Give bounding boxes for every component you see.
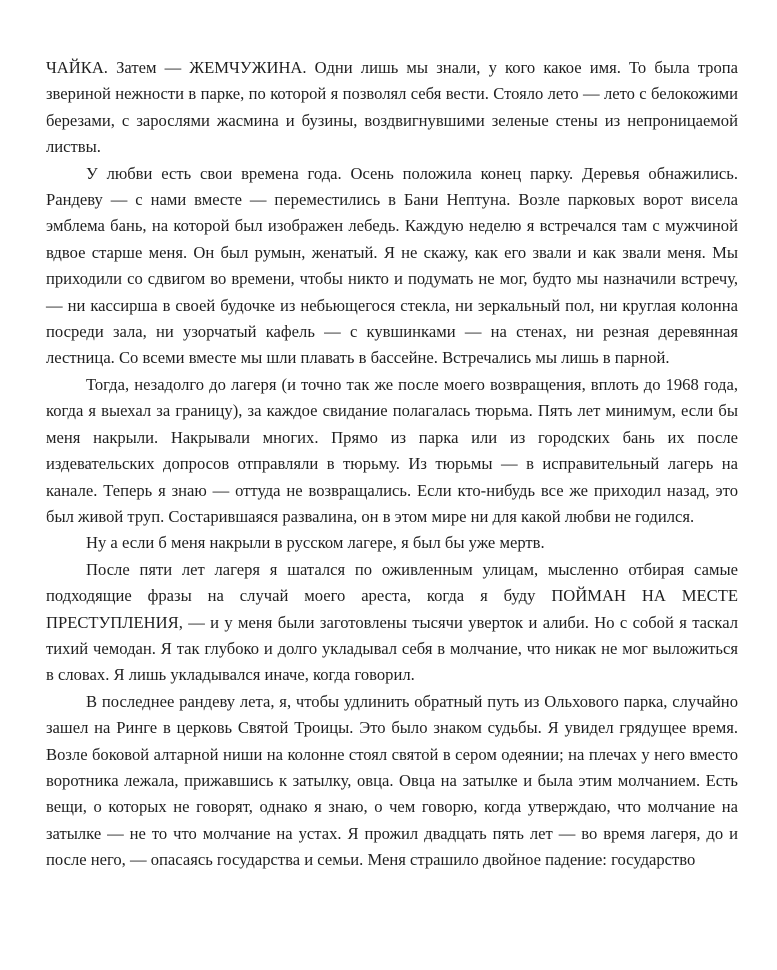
paragraph-trinity-church: В последнее рандеву лета, я, чтобы удлинить обратный путь из Ольхового парка, случайно зашел на Ринге в церковь Святой Троицы. Это было знаком судьбы. Я увидел грядущее время. Возле боковой алтарной ниши на колонне стоял святой в сером одеянии; на плечах у него вместо воротника лежала, прижавшись к затылку, овца. Овца на затылке и была этим молчанием. Есть вещи, о которых не говорят, однако я знаю, о чем говорю, когда утверждаю, что молчание на затылке — не то что молчание на устах. Я прожил двадцать пять лет — во время лагеря, до и после него, — опасаясь государства и семьи. Меня страшило двойное падение: государство — [46, 691, 738, 870]
paragraph-seasons-of-love: У любви есть свои времена года. Осень положила конец парку. Деревья обнажились. Рандеву — с нами вместе — переместились в Бани Нептуна. Возле парковых ворот висела эмблема бань, на которой был изображен лебедь. Каждую неделю я встречался там с мужчиной вдвое старше меня. Он был румын, женатый. Я не скажу, как его звали и как звали меня. Мы приходили со сдвигом во времени, чтобы никто и подумать не мог, будто мы назначили встречу, — ни кассирша в своей будочке из небьющегося стекла, ни зеркальный пол, ни круглая колонна посреди зала, ни узорчатый кафель — с кувшинками — на стенах, ни резная деревянная лестница. Со всеми вместе мы шли плавать в бассейне. Встречались мы лишь в парной. — [46, 163, 738, 368]
paragraph-chaika: ЧАЙКА. Затем — ЖЕМЧУЖИНА. Одни лишь мы знали, у кого какое имя. То была тропа звериной нежности в парке, по которой я позволял себя вести. Стояло лето — лето с белокожими березами, с зарослями жасмина и бузины, воздвигнувшими зеленые стены из непроницаемой листвы. — [46, 58, 738, 157]
document-page — [46, 55, 738, 874]
paragraph-silent-suitcase: После пяти лет лагеря я шатался по оживленным улицам, мысленно отбирая самые подходящие фразы на случай моего ареста, когда я буду ПОЙМАН НА МЕСТЕ ПРЕСТУПЛЕНИЯ, — и у меня были заготовлены тысячи уверток и алиби. Но с собой я таскал тихий чемодан. Я так глубоко и долго укладывал себя в молчание, что никак не мог выложиться в словах. Я лишь укладывался иначе, когда говорил. — [46, 559, 738, 685]
paragraph-russian-camp: Ну а если б меня накрыли в русском лагере, я был бы уже мертв. — [86, 533, 545, 553]
paragraph-prison-risk: Тогда, незадолго до лагеря (и точно так же после моего возвращения, вплоть до 1968 года, когда я выехал за границу), за каждое свидание полагалась тюрьма. Пять лет минимум, если бы меня накрыли. Накрывали многих. Прямо из парка или из городских бань их после издевательских допросов отправляли в тюрьму. Из тюрьмы — в исправительный лагерь на канале. Теперь я знаю — оттуда не возвращались. Если кто-нибудь все же приходил назад, это был живой труп. Состарившаяся развалина, он в этом мире ни для какой любви не годился. — [46, 374, 738, 526]
